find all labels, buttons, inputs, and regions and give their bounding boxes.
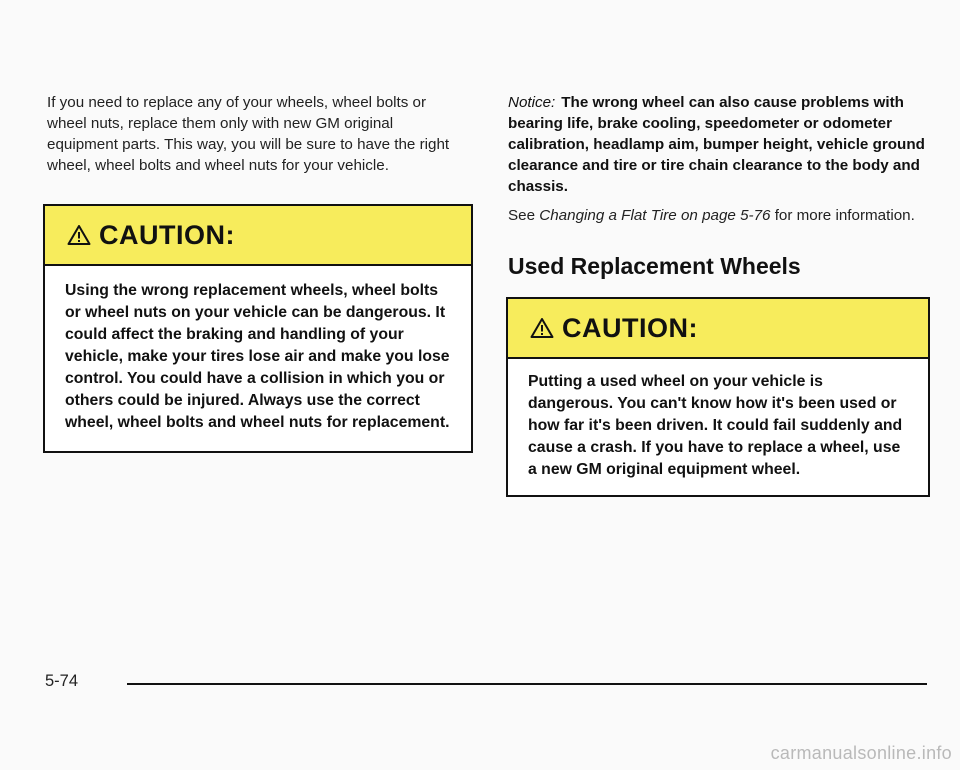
cross-reference-link[interactable]: Changing a Flat Tire on page 5-76 xyxy=(539,207,771,224)
intro-paragraph: If you need to replace any of your wheels, wheel bolts or wheel nuts, replace them only with new GM original equipment parts. This way, you will be sure to have the right wheel, wheel bolts and wheel nuts for your vehicle. xyxy=(47,94,450,174)
left-column xyxy=(47,92,465,176)
see-reference-paragraph xyxy=(508,205,928,226)
caution-text: Putting a used wheel on your vehicle is dangerous. You can't know how it's been used or how far it's been driven. It could fail suddenly and cause a crash. If you have to replace a wheel, use a new GM original equipment wheel. xyxy=(528,373,903,478)
caution-header xyxy=(508,299,928,359)
footer-rule xyxy=(127,683,927,685)
notice-paragraph xyxy=(508,92,928,197)
see-suffix: for more information. xyxy=(774,207,915,224)
page-number: 5-74 xyxy=(45,672,79,690)
right-column xyxy=(508,92,928,197)
warning-triangle-icon xyxy=(530,317,554,339)
caution-box-wrong-wheels xyxy=(43,204,473,453)
warning-triangle-icon xyxy=(67,224,91,246)
section-heading: Used Replacement Wheels xyxy=(508,253,801,279)
caution-header xyxy=(45,206,471,266)
caution-box-used-wheels xyxy=(506,297,930,497)
notice-text: The wrong wheel can also cause problems with bearing life, brake cooling, speedometer or odometer calibration, headlamp aim, bumper height, vehicle ground clearance and tire or tire chain clearance to the body and chassis. xyxy=(508,94,925,195)
caution-title: CAUTION: xyxy=(99,219,235,250)
caution-text: Using the wrong replacement wheels, wheel bolts or wheel nuts on your vehicle can be dangerous. It could affect the braking and handling of your vehicle, make your tires lose air and make you lose control. You could have a collision in which you or others could be injured. Always use the correct wheel, wheel bolts and wheel nuts for replacement. xyxy=(65,282,450,431)
see-prefix: See xyxy=(508,207,536,224)
caution-title: CAUTION: xyxy=(562,312,698,343)
watermark: carmanualsonline.info xyxy=(770,743,952,763)
notice-lead: Notice: xyxy=(508,94,556,111)
